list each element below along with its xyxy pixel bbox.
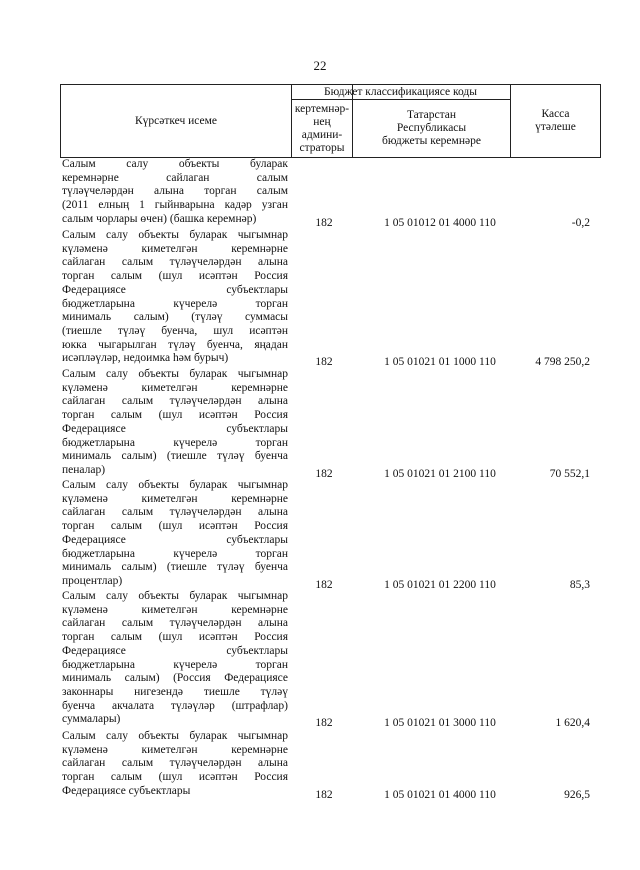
indicator-name: Салым салу объекты буларак чыгымнар күләменә киметелгән керемнәрне сайлаган салым түләүчеләрдән алына торган салым (шул исәптән Россия Федерациясе субъектлары бюджетларына күчерелә торган минималь салым) (Россия Федерациясе законнары нигезендә тиешле түләү буенча акчалата түләүләр (штрафлар) суммалары) <box>62 590 288 726</box>
admin-code: 182 <box>315 216 333 229</box>
admin-code: 182 <box>315 717 333 730</box>
budget-code: 1 05 01021 01 1000 110 <box>384 356 496 369</box>
budget-code: 1 05 01012 01 4000 110 <box>384 216 496 229</box>
admin-code: 182 <box>315 467 333 480</box>
cash-amount: -0,2 <box>571 216 590 229</box>
indicator-name: Салым салу объекты буларак чыгымнар күләменә киметелгән керемнәрне сайлаган салым түләүчеләрдән алына торган салым (шул исәптән Россия Федерациясе субъектлары <box>62 730 288 797</box>
table-header <box>60 84 601 158</box>
indicator-name: Салым салу объекты буларак керемнәрне сайлаган салым түләүчеләрдән алына торган салым (2011 елның 1 гыйнварына кадәр узган салым чорлары өчен) (башка керемнәр) <box>62 158 288 225</box>
cash-amount: 85,3 <box>569 578 590 591</box>
header-cash-execution: Касса үтәлеше <box>535 108 576 133</box>
page-number: 22 <box>313 58 327 73</box>
header-budget-codes: Бюджет классификациясе коды <box>324 85 477 98</box>
cash-amount: 926,5 <box>564 788 590 801</box>
admin-code: 182 <box>315 788 333 801</box>
cash-amount: 1 620,4 <box>555 717 590 730</box>
header-admin: кертемнәр- нең админи- страторы <box>294 102 350 154</box>
budget-code: 1 05 01021 01 2100 110 <box>384 467 496 480</box>
cash-amount: 4 798 250,2 <box>535 356 590 369</box>
budget-code: 1 05 01021 01 3000 110 <box>384 717 496 730</box>
header-indicator-name: Күрсәткеч исеме <box>134 114 218 127</box>
cash-amount: 70 552,1 <box>549 467 590 480</box>
admin-code: 182 <box>315 356 333 369</box>
budget-code: 1 05 01021 01 2200 110 <box>384 578 496 591</box>
indicator-name: Салым салу объекты буларак чыгымнар күләменә киметелгән керемнәрне сайлаган салым түләүчеләрдән алына торган салым (шул исәптән Россия Федерациясе субъектлары бюджетларына күчерелә торган минималь салым) (тиешле түләү буенча процентлар) <box>62 479 288 587</box>
indicator-name: Салым салу объекты буларак чыгымнар күләменә киметелгән керемнәрне сайлаган салым түләүчеләрдән алына торган салым (шул исәптән Россия Федерациясе субъектлары бюджетларына күчерелә торган минималь салым) (тиешле түләү буенча пеналар) <box>62 368 288 476</box>
header-republic-revenue: Татарстан Республикасы бюджеты керемнәре <box>382 109 481 147</box>
indicator-name: Салым салу объекты буларак чыгымнар күләменә киметелгән керемнәрне сайлаган салым түләүчеләрдән алына торган салым (шул исәптән Россия Федерациясе субъектлары бюджетларына күчерелә торган минималь салым) (түләү суммасы (тиешле түләү буенча, шул исәптән юкка чыгарылган түләү буенча, яңадан исәпләүләр, недоимка һәм бурыч) <box>62 229 288 365</box>
budget-code: 1 05 01021 01 4000 110 <box>384 788 496 801</box>
admin-code: 182 <box>315 578 333 591</box>
